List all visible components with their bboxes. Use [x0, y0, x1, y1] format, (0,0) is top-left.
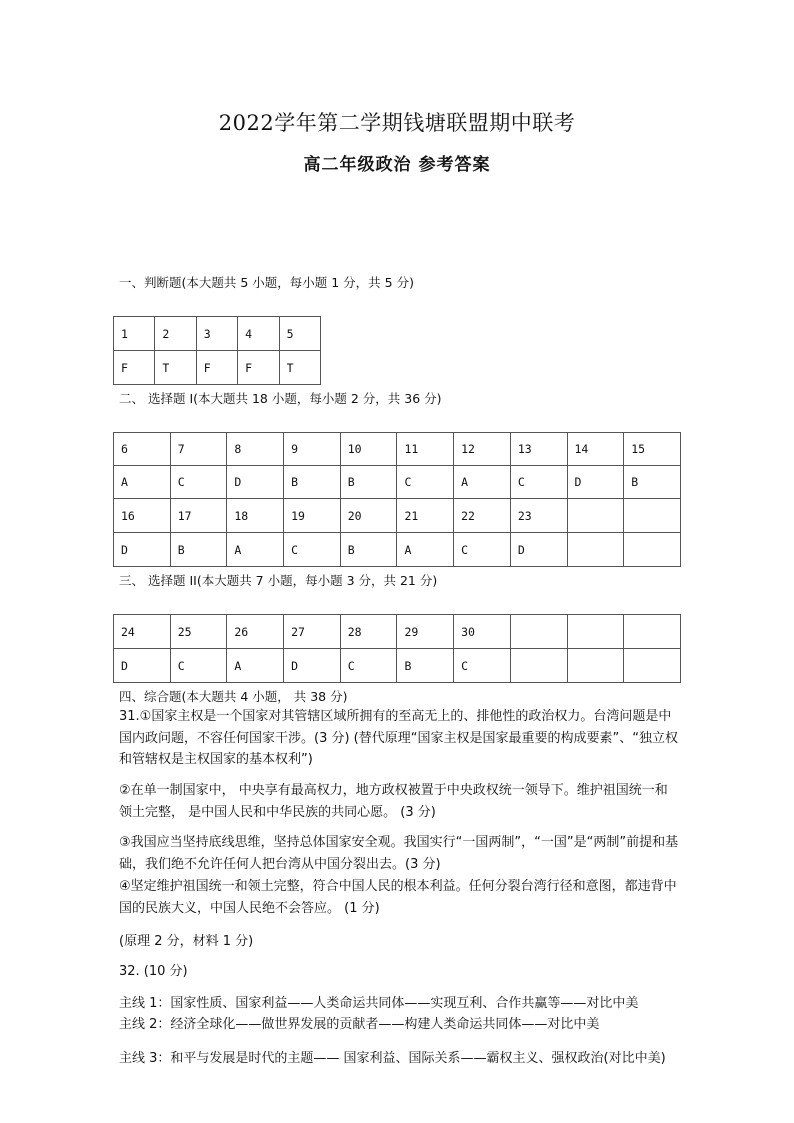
table-cell: T: [279, 351, 320, 385]
table-cell: C: [284, 533, 341, 567]
section3-table: [113, 614, 681, 683]
table-cell: 18: [227, 499, 284, 533]
table-cell: 7: [170, 433, 227, 466]
table-row: [114, 466, 681, 499]
table-cell: 26: [227, 615, 284, 649]
table-row: [114, 649, 681, 683]
table-cell: 25: [170, 615, 227, 649]
table-cell: D: [227, 466, 284, 499]
table-cell: 16: [114, 499, 171, 533]
table-row: [114, 615, 681, 649]
table-cell: 13: [510, 433, 567, 466]
section3-heading: 三、 选择题 II(本大题共 7 小题，每小题 3 分，共 21 分): [119, 573, 438, 588]
table-cell: F: [196, 351, 237, 385]
table-cell: 1: [114, 317, 155, 351]
table-row: [114, 533, 681, 567]
table-cell: [624, 499, 681, 533]
table-cell: T: [155, 351, 196, 385]
table-cell: 22: [454, 499, 511, 533]
table-cell: C: [170, 649, 227, 683]
table-cell: C: [454, 533, 511, 567]
q31-paragraph-1: 31.①国家主权是一个国家对其管辖区域所拥有的至高无上的、排他性的政治权力。台湾问题是中国内政问题，不容任何国家干涉。(3 分) (替代原理“国家主权是国家最重要的构成要素”、“独立权和管辖权是主权国家的基本权利”): [119, 709, 678, 767]
table-cell: D: [567, 466, 624, 499]
table-cell: D: [510, 533, 567, 567]
table-cell: B: [340, 466, 397, 499]
table-cell: A: [397, 533, 454, 567]
table-cell: 6: [114, 433, 171, 466]
table-cell: 23: [510, 499, 567, 533]
table-cell: 30: [454, 615, 511, 649]
table-row: [114, 433, 681, 466]
table-cell: D: [114, 649, 171, 683]
table-cell: A: [114, 466, 171, 499]
table-cell: A: [227, 649, 284, 683]
q31-paragraph-4: ④坚定维护祖国统一和领土完整，符合中国人民的根本利益。任何分裂台湾行径和意图，都违背中国的民族大义，中国人民绝不会答应。 (1 分): [119, 879, 677, 916]
table-cell: 9: [284, 433, 341, 466]
table-cell: F: [238, 351, 279, 385]
table-cell: [567, 533, 624, 567]
q32-line-2: 主线 2：经济全球化——做世界发展的贡献者——构建人类命运共同体——对比中美: [119, 1017, 600, 1032]
table-cell: [567, 649, 624, 683]
table-cell: [510, 615, 567, 649]
table-cell: 27: [284, 615, 341, 649]
table-cell: B: [340, 533, 397, 567]
table-cell: 11: [397, 433, 454, 466]
table-cell: 4: [238, 317, 279, 351]
q31-paragraph-3: ③我国应当坚持底线思维，坚持总体国家安全观。我国实行“一国两制”，“一国”是“两制”前提和基础，我们绝不允许任何人把台湾从中国分裂出去。(3 分): [119, 835, 679, 872]
table-cell: 28: [340, 615, 397, 649]
table-cell: B: [397, 649, 454, 683]
table-cell: F: [114, 351, 155, 385]
table-cell: [567, 615, 624, 649]
table-cell: [624, 615, 681, 649]
table-cell: [624, 649, 681, 683]
table-cell: 12: [454, 433, 511, 466]
section2-table: [113, 432, 681, 567]
table-cell: [510, 649, 567, 683]
q32-line-3: 主线 3：和平与发展是时代的主题—— 国家利益、国际关系——霸权主义、强权政治(对比中美): [119, 1051, 666, 1066]
table-cell: D: [284, 649, 341, 683]
table-cell: 21: [397, 499, 454, 533]
table-cell: 14: [567, 433, 624, 466]
table-cell: B: [624, 466, 681, 499]
table-cell: C: [397, 466, 454, 499]
table-cell: 8: [227, 433, 284, 466]
table-row: [114, 499, 681, 533]
table-cell: C: [340, 649, 397, 683]
table-cell: B: [284, 466, 341, 499]
table-row: [114, 351, 321, 385]
table-row: [114, 317, 321, 351]
table-cell: 20: [340, 499, 397, 533]
table-cell: B: [170, 533, 227, 567]
page-title: 2022学年第二学期钱塘联盟期中联考: [218, 111, 576, 135]
table-cell: 24: [114, 615, 171, 649]
table-cell: 5: [279, 317, 320, 351]
table-cell: D: [114, 533, 171, 567]
section1-table: [113, 316, 321, 385]
section1-heading: 一、判断题(本大题共 5 小题，每小题 1 分，共 5 分): [119, 275, 414, 290]
table-cell: [567, 499, 624, 533]
table-cell: 17: [170, 499, 227, 533]
table-cell: 15: [624, 433, 681, 466]
table-cell: 3: [196, 317, 237, 351]
table-cell: C: [454, 649, 511, 683]
table-cell: C: [510, 466, 567, 499]
table-cell: A: [454, 466, 511, 499]
table-cell: [624, 533, 681, 567]
q32-heading: 32. (10 分): [119, 964, 188, 979]
table-cell: 10: [340, 433, 397, 466]
q31-note: (原理 2 分，材料 1 分): [119, 934, 254, 949]
section2-heading: 二、 选择题 I(本大题共 18 小题，每小题 2 分，共 36 分): [119, 391, 442, 406]
table-cell: 2: [155, 317, 196, 351]
q32-line-1: 主线 1：国家性质、国家利益——人类命运共同体——实现互利、合作共赢等——对比中美: [119, 996, 639, 1011]
q31-paragraph-2: ②在单一制国家中， 中央享有最高权力，地方政权被置于中央政权统一领导下。维护祖国统一和领土完整， 是中国人民和中华民族的共同心愿。 (3 分): [119, 783, 668, 820]
page-subtitle: 高二年级政治 参考答案: [303, 155, 491, 175]
table-cell: A: [227, 533, 284, 567]
table-cell: 29: [397, 615, 454, 649]
table-cell: C: [170, 466, 227, 499]
table-cell: 19: [284, 499, 341, 533]
section4-heading: 四、综合题(本大题共 4 小题， 共 38 分): [119, 689, 348, 704]
